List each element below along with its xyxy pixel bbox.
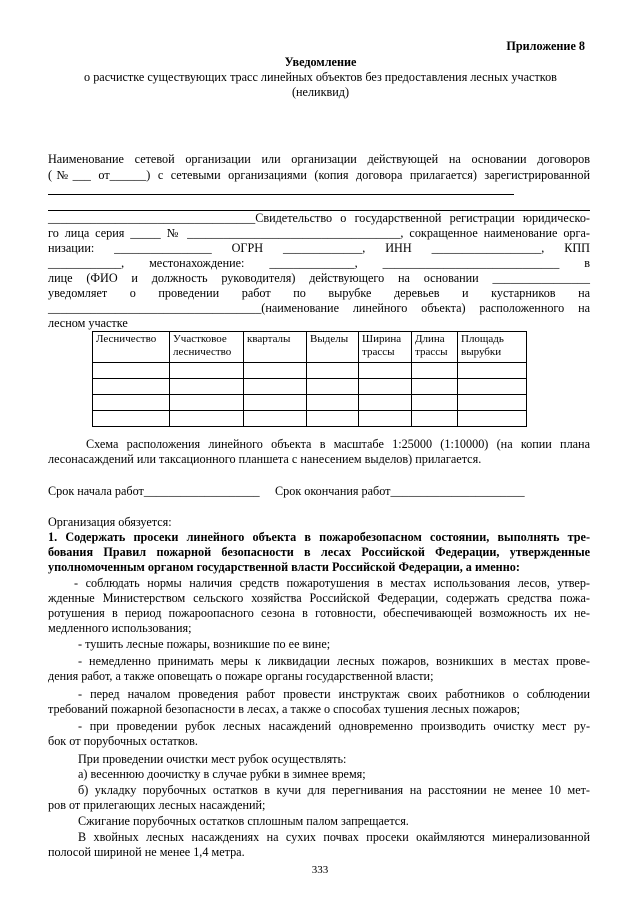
table-header-row <box>93 332 527 363</box>
table-cell[interactable] <box>307 379 359 395</box>
form-line-series: го лица серия _____ № ___________________________________, сокращенное наименование орга- <box>48 226 590 240</box>
table-cell[interactable] <box>359 395 412 411</box>
table-cell[interactable] <box>412 411 458 427</box>
table-cell[interactable] <box>93 379 170 395</box>
obligation-bold-line-3: уполномоченным органом государственной власти Российской Федерации, а именно: <box>48 560 520 574</box>
rule-liquidate-1: - немедленно принимать меры к ликвидации лесных пожаров, возникших в местах прове- <box>78 654 590 668</box>
rule-fire-equipment-3: ротушения в период пожароопасного сезона в готовности, обеспечивающей возможность их не- <box>48 606 590 620</box>
mineral-strip-2: полосой шириной не менее 1,4 метра. <box>48 845 245 859</box>
table-header-cell: Площадь вырубки <box>458 332 527 363</box>
form-line-notifies: уведомляет о проведении работ по вырубке деревьев и кустарников на <box>48 286 590 300</box>
table-cell[interactable] <box>170 379 244 395</box>
burning-prohibited: Сжигание порубочных остатков сплошным палом запрещается. <box>78 814 409 828</box>
mineral-strip-1: В хвойных лесных насаждениях на сухих почвах просеки окаймляются минерализованной <box>78 830 590 844</box>
forest-plot-table <box>92 331 527 427</box>
table-cell[interactable] <box>93 411 170 427</box>
document-subtitle-line1: о расчистке существующих трасс линейных объектов без предоставления лесных участков <box>84 70 557 84</box>
table-cell[interactable] <box>458 379 527 395</box>
rule-fire-equipment-2: жденные Министерством сельского хозяйства Российской Федерации, содержать средства пожа- <box>48 591 590 605</box>
table-cell[interactable] <box>307 411 359 427</box>
table-cell[interactable] <box>412 363 458 379</box>
cleanup-piles-2: ров от прилегающих лесных насаждений; <box>48 798 266 812</box>
obligations-intro: Организация обязуется: <box>48 515 172 529</box>
work-end-date: Срок окончания работ______________________ <box>275 484 525 498</box>
form-line-contract: (№___ от______) с сетевыми организациями (копия договора прилагается) зарегистрированной <box>48 168 590 182</box>
table-header-cell: Ширина трассы <box>359 332 412 363</box>
rule-liquidate-2: дения работ, а также оповещать о пожаре органы государственной власти; <box>48 669 434 683</box>
obligation-bold-line-1: 1. Содержать просеки линейного объекта в пожаробезопасном состоянии, выполнять тре- <box>48 530 590 544</box>
table-cell[interactable] <box>93 363 170 379</box>
blank-line-1 <box>48 194 514 195</box>
table-row <box>93 395 527 411</box>
form-line-location: ____________, местонахождение: ______________, _____________________________ в <box>48 256 590 270</box>
table-cell[interactable] <box>359 411 412 427</box>
table-cell[interactable] <box>458 363 527 379</box>
table-row <box>93 363 527 379</box>
table-row <box>93 379 527 395</box>
form-line-object: ___________________________________(наименование линейного объекта) расположенного на <box>48 301 590 315</box>
table-cell[interactable] <box>170 395 244 411</box>
rule-cleanup-2: бок от порубочных остатков. <box>48 734 198 748</box>
cleanup-spring: а) весеннюю доочистку в случае рубки в зимнее время; <box>78 767 366 781</box>
table-cell[interactable] <box>412 395 458 411</box>
table-cell[interactable] <box>458 395 527 411</box>
table-cell[interactable] <box>307 395 359 411</box>
table-cell[interactable] <box>307 363 359 379</box>
table-cell[interactable] <box>359 363 412 379</box>
table-header-cell: Выделы <box>307 332 359 363</box>
cleanup-piles-1: б) укладку порубочных остатков в кучи для перегнивания на расстоянии не менее 10 мет- <box>78 783 590 797</box>
table-header-cell: Лесничество <box>93 332 170 363</box>
obligation-bold-line-2: бования Правил пожарной безопасности в лесах Российской Федерации, утвержденные <box>48 545 590 559</box>
appendix-label: Приложение 8 <box>506 39 585 53</box>
table-cell[interactable] <box>244 395 307 411</box>
rule-fire-equipment-4: медленного использования; <box>48 621 192 635</box>
table-row <box>93 411 527 427</box>
rule-briefing-2: требований пожарной безопасности в лесах, а также о способах тушения лесных пожаров; <box>48 702 521 716</box>
table-cell[interactable] <box>170 411 244 427</box>
form-line-ogrn-inn: низации: ________________ ОГРН _____________, ИНН __________________, КПП <box>48 241 590 255</box>
form-line-forest-plot: лесном участке <box>48 316 128 330</box>
scheme-line-1: Схема расположения линейного объекта в масштабе 1:25000 (1:10000) (на копии плана <box>86 437 590 451</box>
rule-briefing-1: - перед началом проведения работ провести инструктаж своих работников о соблюдении <box>78 687 590 701</box>
table-cell[interactable] <box>458 411 527 427</box>
table-cell[interactable] <box>244 411 307 427</box>
form-line-certificate: __________________________________Свидетельство о государственной регистрации юридическо- <box>48 211 590 225</box>
table-header-cell: кварталы <box>244 332 307 363</box>
document-title: Уведомление <box>284 55 357 69</box>
rule-extinguish: - тушить лесные пожары, возникшие по ее вине; <box>78 637 331 651</box>
table-cell[interactable] <box>170 363 244 379</box>
rule-fire-equipment-1: - соблюдать нормы наличия средств пожаротушения в местах использования лесов, утвер- <box>74 576 590 590</box>
table-header-cell: Участковое лесничество <box>170 332 244 363</box>
document-subtitle-line2: (неликвид) <box>291 85 350 99</box>
page-number: 333 <box>311 864 329 876</box>
rule-cleanup-1: - при проведении рубок лесных насаждений одновременно производить очистку мест ру- <box>78 719 590 733</box>
scheme-line-2: лесонасаждений или таксационного планшета с нанесением выделов) прилагается. <box>48 452 482 466</box>
table-cell[interactable] <box>244 363 307 379</box>
form-line-representative: лице (ФИО и должность руководителя) действующего на основании ________________ <box>48 271 590 285</box>
form-line-organization: Наименование сетевой организации или организации действующей на основании договоров <box>48 152 590 166</box>
work-start-date: Срок начала работ___________________ <box>48 484 260 498</box>
table-cell[interactable] <box>244 379 307 395</box>
table-cell[interactable] <box>359 379 412 395</box>
cleanup-intro: При проведении очистки мест рубок осуществлять: <box>78 752 347 766</box>
table-cell[interactable] <box>412 379 458 395</box>
table-header-cell: Длина трассы <box>412 332 458 363</box>
table-cell[interactable] <box>93 395 170 411</box>
